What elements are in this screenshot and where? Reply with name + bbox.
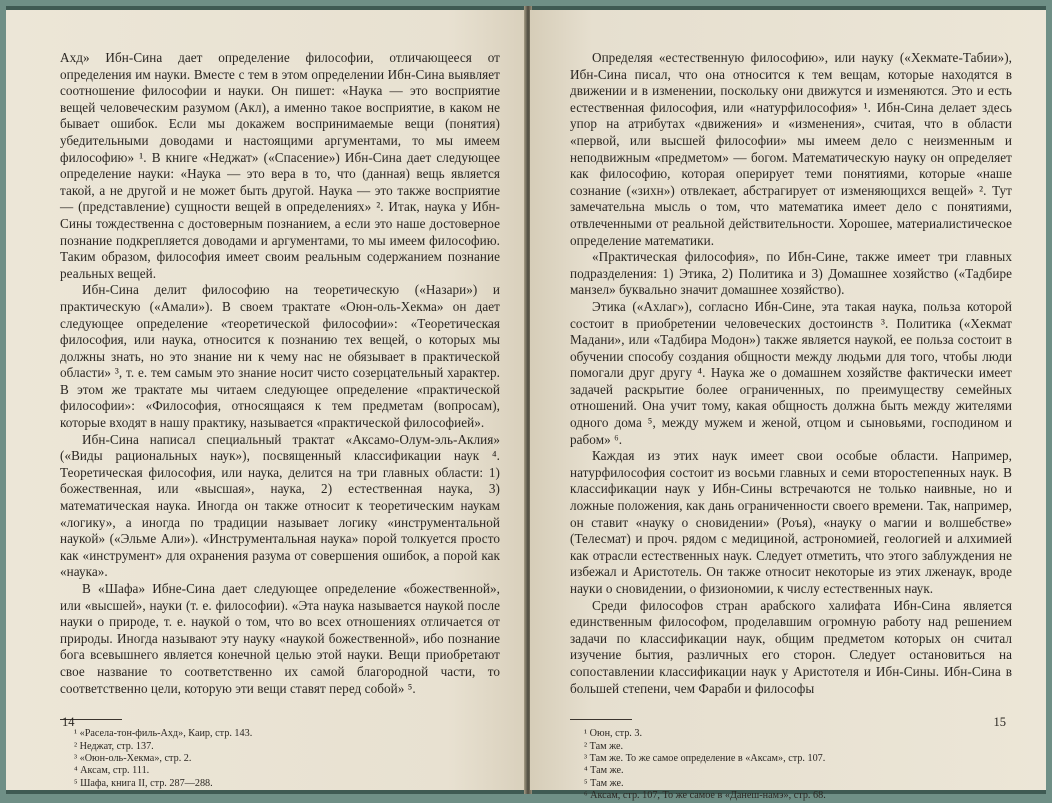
paragraph: Этика («Ахлаг»), согласно Ибн-Сине, эта такая наука, польза которой состоит в приобретении человеческих достоинств ³. Политика («Хекмат Мадани», или «Тадбира Модон») также является наукой, ее польза состоит в обучении способу создания общности между людьми для того, чтобы люди помогали друг другу ⁴. Наука же о домашнем хозяйстве фактически имеет задачей раскрытие более ограниченных, по преимуществу семейных отношений. Она учит тому, какая общность должна быть между жителями одного дома ⁵, между мужем и женой, отцом и сыновьями, господином и рабом» ⁶. (570, 298, 1012, 447)
footnote: ⁵ Там же. (584, 777, 624, 789)
book-spread (6, 6, 1046, 802)
footnote-rule (570, 719, 632, 720)
page-number: 15 (993, 715, 1006, 729)
footnote: ³ Там же. То же самое определение в «Аксам», стр. 107. (584, 752, 826, 764)
paragraph: Ахд» Ибн-Сина дает определение философии, отличающееся от определения им науки. Вместе с тем в этом определении Ибн-Сина выявляет соотношение философии и науки. Он пишет: «Наука — это восприятие вещей человеческим разумом (Акл), а именно такое восприятие, в каком не бывает ошибок. Если мы докажем воспринимаемые вещи (понятия) убедительными доводами и настоящими аргументами, то мы имеем философию» ¹. В книге «Неджат» («Спасение») Ибн-Сина дает следующее определение науки: «Наука — это вера в то, что (данная) вещь является такой, а не другой и не может быть другой. Наука — это также восприятие — (представление) сущности вещей в определениях» ². Итак, наука у Ибн-Сины тождественна с достоверным познанием, а если это наше достоверное познание подкрепляется доводами и аргументами, то мы имеем философию. Таким образом, философия имеет своим реальным содержанием познание реальных вещей. (60, 50, 500, 281)
footnote: ⁴ Там же. (584, 765, 624, 777)
paragraph: Определяя «естественную философию», или науку («Хекмате-Табии»), Ибн-Сина писал, что она относится к тем вещам, которые находятся в движении и в изменении, поскольку они движутся и изменяются. Это и есть естественная философия, или «натурфилософия» ¹. Ибн-Сина делает здесь упор на атрибутах «движения» и «изменения», считая, что в области «первой, или высшей философии» мы имеем дело с неизменным и неподвижным «предметом» — богом. Математическую науку он определяет как философию, которая оперирует теми понятиями, которые «наше сознание («зихн») отвлекает, абстрагирует от изменяющихся вещей» ². Тут замечательна мысль о том, что математика имеет дело с понятиями, отвлеченными от реальной действительности. Хорошее, материалистическое определение математики. (570, 50, 1012, 248)
footnote: ³ «Оюн-оль-Хекма», стр. 2. (74, 752, 192, 764)
paragraph: В «Шафа» Ибне-Сина дает следующее определение «божественной», или «высшей», науки (т. е. философии). «Эта наука называется наукой после науки о природе, т. е. наукой о том, что во всех отношениях отличается от природы. Иногда называют эту науку «наукой божественной», ибо познание бога всевышнего является конечной целью этой науки. Вещи приобретают свое название то соответственно их самой благородной части, то соответственно цели, которую эти вещи ставят перед собой» ⁵. (60, 581, 500, 696)
paragraph: Ибн-Сина делит философию на теоретическую («Назари») и практическую («Амали»). В своем трактате «Оюн-оль-Хекма» он дает следующее определение «теоретической философии»: «Теоретическая философия, или наука, относится к познанию тех вещей, о которых мы должны знать, но это знание ни к чему нас не обязывает в практической области» ³, т. е. тем самым это знание носит чисто созерцательный характер. В этом же трактате мы читаем следующее определение «практической философии»: «Философия, относящаяся к тем предметам (вопросам), которые входят в нашу практику, называется «практической философией». (60, 282, 500, 431)
footnote: ¹ «Расела-тон-филь-Ахд», Каир, стр. 143. (74, 728, 253, 740)
footnote: ² Там же. (584, 740, 624, 752)
page-number: 14 (62, 715, 75, 729)
right-page (530, 10, 1046, 802)
right-body (570, 50, 1012, 697)
left-body (60, 50, 500, 697)
paragraph: Среди философов стран арабского халифата Ибн-Сина является единственным философом, проделавшим огромную работу над решением задачи по классификации наук, общим предметом которых он считал изучение бытия, различных его сторон. Следует остановиться на сопоставлении классификации наук у Аристотеля и Ибн-Сины. Ибн-Сина в большей степени, чем Фараби и философы (570, 597, 1012, 696)
footnote: ⁶ Аксам, стр. 107, То же самое в «Данеш-намэ», стр. 68. (584, 790, 826, 802)
paragraph: Ибн-Сина написал специальный трактат «Аксамо-Олум-эль-Аклия» («Виды рациональных наук»), посвященный классификации наук ⁴. Теоретическая философия, или наука, делится на три главных области: 1) божественная, или «высшая», наука, 2) естественная наука, 3) математическая наука. Иногда он также относит к теоретическим наукам «логику», а иногда по традиции называет логику «инструментальной наукой» («Эльме Али»). «Инструментальная наука» порой толкуется просто как «инструмент» для охранения разума от совершения ошибок, а порой как «наука». (60, 431, 500, 580)
footnote: ⁵ Шафа, книга II, стр. 287—288. (74, 777, 213, 789)
footnote: ² Неджат, стр. 137. (74, 740, 154, 752)
left-page (6, 10, 526, 790)
footnote: ¹ Оюн, стр. 3. (584, 728, 643, 740)
paragraph: «Практическая философия», по Ибн-Сине, также имеет три главных подразделения: 1) Этика, 2) Политика и 3) Домашнее хозяйство («Тадбире манзел» буквально значит домашнее хозяйство). (570, 249, 1012, 298)
footnote: ⁴ Аксам, стр. 111. (74, 765, 150, 777)
footnotes (570, 728, 1012, 802)
footnotes (60, 728, 500, 790)
paragraph: Каждая из этих наук имеет свои особые области. Например, натурфилософия состоит из восьми главных и семи второстепенных наук. В классификации наук у Ибн-Сины встречаются не только наивные, но и ложные положения, как дань ограниченности своего времени. Так, например, он ставит «науку о сновидении» (Роъя), «науку о магии и волшебстве» (Телесмат) и проч. рядом с медициной, астрономией, геологией и алхимией как отрасли естественных наук. Следует отметить, что этого заблуждения не избежал и Аристотель. Он также относит некоторые из этих лженаук, вроде науки о сновидении, о физиономии, к числу естественных наук. (570, 448, 1012, 596)
